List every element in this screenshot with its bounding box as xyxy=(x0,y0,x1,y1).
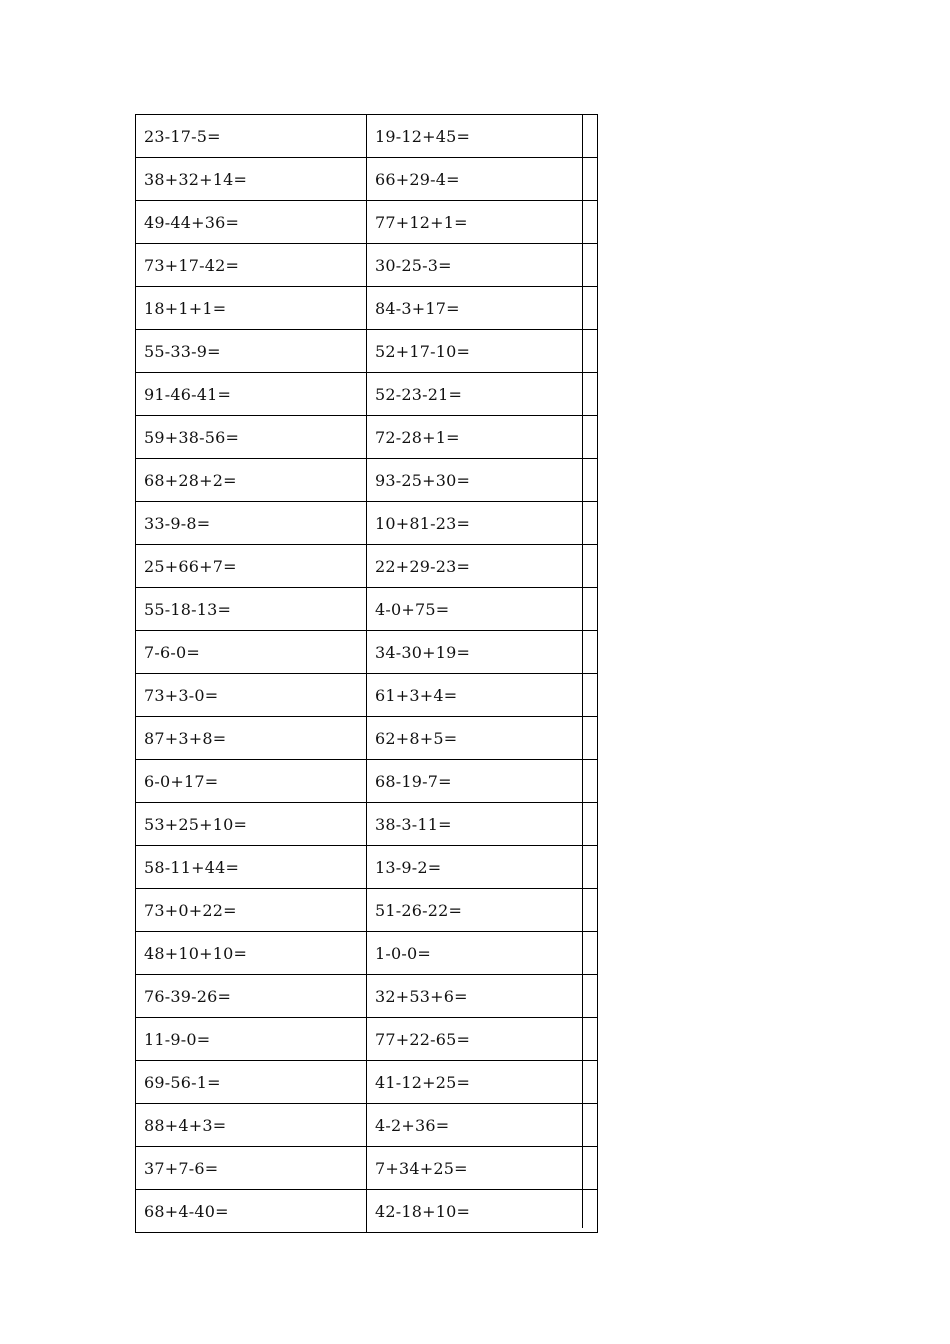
problem-cell-right: 22+29-23= xyxy=(367,545,598,588)
problem-cell-left: 49-44+36= xyxy=(136,201,367,244)
table-row xyxy=(136,717,598,760)
problem-cell-left: 55-33-9= xyxy=(136,330,367,373)
table-row xyxy=(136,158,598,201)
problem-cell-right: 93-25+30= xyxy=(367,459,598,502)
problem-cell-left: 53+25+10= xyxy=(136,803,367,846)
table-row xyxy=(136,502,598,545)
table-row xyxy=(136,373,598,416)
table-row xyxy=(136,674,598,717)
table-row xyxy=(136,975,598,1018)
table-row xyxy=(136,545,598,588)
problem-cell-right: 34-30+19= xyxy=(367,631,598,674)
problem-cell-left: 88+4+3= xyxy=(136,1104,367,1147)
problem-cell-left: 48+10+10= xyxy=(136,932,367,975)
table-row xyxy=(136,803,598,846)
problem-cell-left: 73+0+22= xyxy=(136,889,367,932)
table-row xyxy=(136,244,598,287)
table-row xyxy=(136,846,598,889)
problem-cell-left: 37+7-6= xyxy=(136,1147,367,1190)
problem-cell-right: 38-3-11= xyxy=(367,803,598,846)
table-row xyxy=(136,201,598,244)
problem-cell-right: 42-18+10= xyxy=(367,1190,598,1233)
table-row xyxy=(136,588,598,631)
problem-cell-left: 7-6-0= xyxy=(136,631,367,674)
problem-cell-left: 6-0+17= xyxy=(136,760,367,803)
problem-cell-left: 18+1+1= xyxy=(136,287,367,330)
problem-cell-right: 72-28+1= xyxy=(367,416,598,459)
table-row xyxy=(136,760,598,803)
problem-cell-right: 84-3+17= xyxy=(367,287,598,330)
problem-cell-right: 4-2+36= xyxy=(367,1104,598,1147)
problem-cell-left: 69-56-1= xyxy=(136,1061,367,1104)
problem-cell-left: 55-18-13= xyxy=(136,588,367,631)
problem-cell-left: 68+4-40= xyxy=(136,1190,367,1233)
table-row xyxy=(136,1104,598,1147)
problem-cell-left: 73+17-42= xyxy=(136,244,367,287)
problem-cell-left: 11-9-0= xyxy=(136,1018,367,1061)
problem-cell-right: 77+12+1= xyxy=(367,201,598,244)
table-row xyxy=(136,631,598,674)
problem-cell-left: 25+66+7= xyxy=(136,545,367,588)
problem-cell-right: 61+3+4= xyxy=(367,674,598,717)
arithmetic-table xyxy=(135,114,598,1233)
problem-cell-left: 68+28+2= xyxy=(136,459,367,502)
problem-cell-right: 10+81-23= xyxy=(367,502,598,545)
problem-cell-right: 66+29-4= xyxy=(367,158,598,201)
problem-cell-right: 51-26-22= xyxy=(367,889,598,932)
problem-cell-right: 52+17-10= xyxy=(367,330,598,373)
problem-cell-right: 68-19-7= xyxy=(367,760,598,803)
table-row xyxy=(136,889,598,932)
table-row xyxy=(136,1190,598,1233)
problem-cell-left: 38+32+14= xyxy=(136,158,367,201)
problem-cell-left: 87+3+8= xyxy=(136,717,367,760)
table-row xyxy=(136,1018,598,1061)
table-row xyxy=(136,459,598,502)
table-row xyxy=(136,932,598,975)
problem-cell-right: 13-9-2= xyxy=(367,846,598,889)
table-row xyxy=(136,330,598,373)
arithmetic-table-body xyxy=(136,115,598,1233)
table-row xyxy=(136,1061,598,1104)
problem-cell-right: 19-12+45= xyxy=(367,115,598,158)
problem-cell-left: 33-9-8= xyxy=(136,502,367,545)
problem-cell-right: 30-25-3= xyxy=(367,244,598,287)
problem-cell-left: 23-17-5= xyxy=(136,115,367,158)
table-row xyxy=(136,1147,598,1190)
problem-cell-left: 91-46-41= xyxy=(136,373,367,416)
problem-cell-left: 58-11+44= xyxy=(136,846,367,889)
problem-cell-left: 76-39-26= xyxy=(136,975,367,1018)
table-right-border xyxy=(582,114,583,1228)
problem-cell-left: 73+3-0= xyxy=(136,674,367,717)
problem-cell-right: 1-0-0= xyxy=(367,932,598,975)
table-row xyxy=(136,287,598,330)
table-row xyxy=(136,115,598,158)
problem-cell-right: 62+8+5= xyxy=(367,717,598,760)
problem-cell-right: 7+34+25= xyxy=(367,1147,598,1190)
problem-cell-right: 4-0+75= xyxy=(367,588,598,631)
problem-cell-right: 41-12+25= xyxy=(367,1061,598,1104)
problem-cell-right: 52-23-21= xyxy=(367,373,598,416)
table-row xyxy=(136,416,598,459)
problem-cell-right: 32+53+6= xyxy=(367,975,598,1018)
problem-cell-left: 59+38-56= xyxy=(136,416,367,459)
problem-cell-right: 77+22-65= xyxy=(367,1018,598,1061)
